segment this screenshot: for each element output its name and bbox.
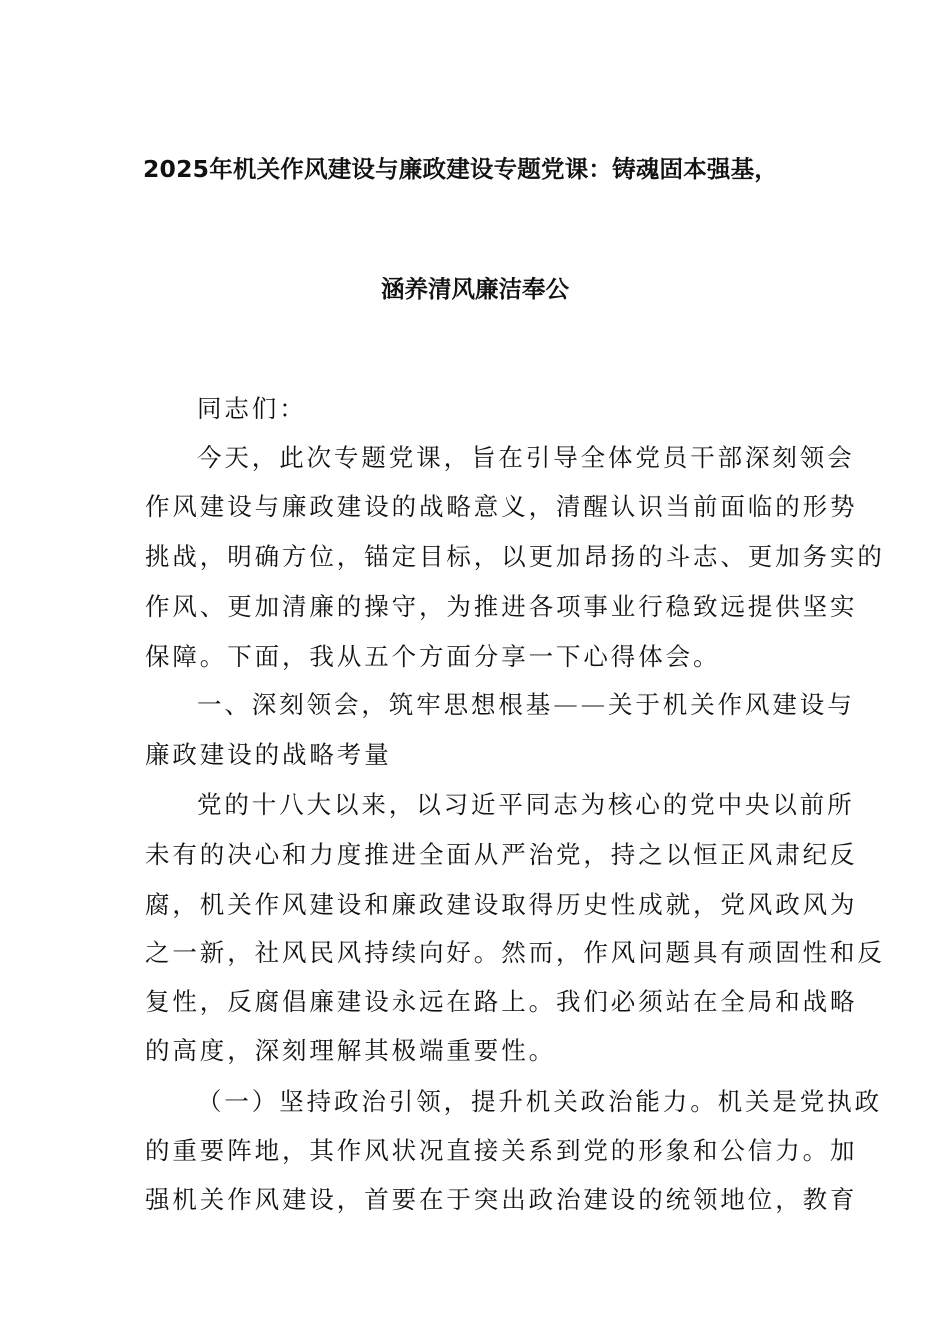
body-text-line: 同志们：: [197, 394, 307, 423]
body-text-line: 的重要阵地，其作风状况直接关系到党的形象和公信力。加: [145, 1136, 858, 1165]
body-text-line: 党的十八大以来，以习近平同志为核心的党中央以前所: [197, 790, 855, 819]
body-text-line: 一、深刻领会，筑牢思想根基——关于机关作风建设与: [197, 690, 855, 719]
document-title-line1: 2025年机关作风建设与廉政建设专题党课：铸魂固本强基，: [143, 155, 779, 183]
body-text-line: （一）坚持政治引领，提升机关政治能力。机关是党执政: [197, 1087, 882, 1116]
document-title-line2: 涵养清风廉洁奉公: [381, 275, 569, 303]
body-text-line: 保障。下面，我从五个方面分享一下心得体会。: [145, 642, 721, 671]
body-text-line: 挑战，明确方位，锚定目标，以更加昂扬的斗志、更加务实的: [145, 542, 885, 571]
body-text-line: 作风建设与廉政建设的战略意义，清醒认识当前面临的形势: [145, 492, 858, 521]
body-text-line: 之一新，社风民风持续向好。然而，作风问题具有顽固性和反: [145, 938, 885, 967]
body-text-line: 的高度，深刻理解其极端重要性。: [145, 1036, 556, 1065]
body-text-line: 腐，机关作风建设和廉政建设取得历史性成就，党风政风为: [145, 890, 858, 919]
body-text-line: 复性，反腐倡廉建设永远在路上。我们必须站在全局和战略: [145, 987, 858, 1016]
body-text-line: 强机关作风建设，首要在于突出政治建设的统领地位，教育: [145, 1185, 858, 1214]
body-text-line: 今天，此次专题党课，旨在引导全体党员干部深刻领会: [197, 443, 855, 472]
body-text-line: 作风、更加清廉的操守，为推进各项事业行稳致远提供坚实: [145, 592, 858, 621]
body-text-line: 廉政建设的战略考量: [145, 740, 392, 769]
body-text-line: 未有的决心和力度推进全面从严治党，持之以恒正风肃纪反: [145, 840, 858, 869]
